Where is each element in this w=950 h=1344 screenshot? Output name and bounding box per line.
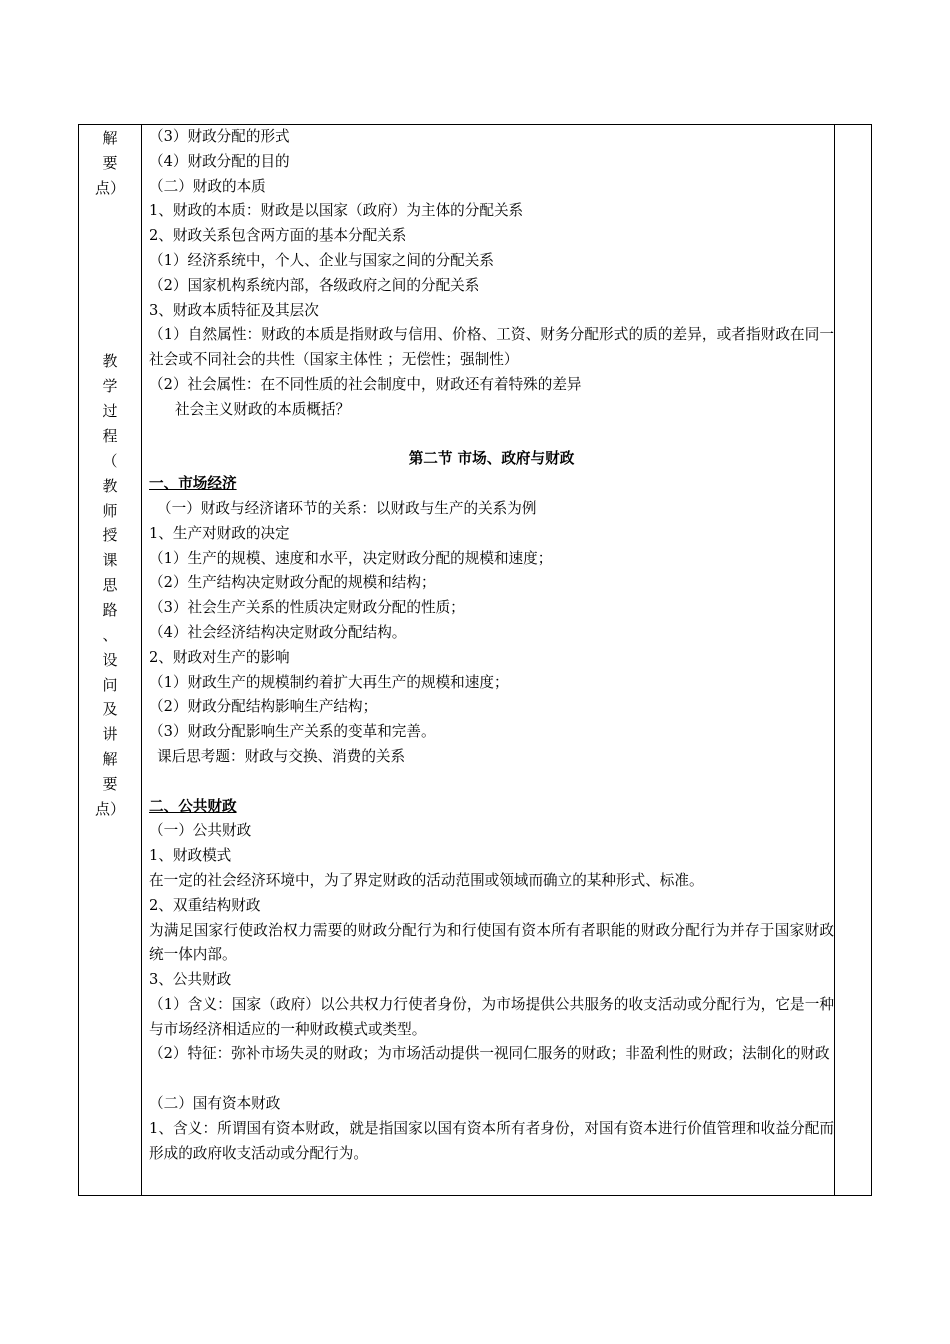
content-line: 社会主义财政的本质概括？ — [175, 400, 351, 418]
section-title: 第二节 市场、政府与财政 — [408, 450, 575, 468]
side-label-char: 教 — [102, 477, 118, 495]
side-label-char: 解 — [102, 129, 118, 147]
content-paragraph: （1）含义：国家（政府）以公共权力行使者身份，为市场提供公共服务的收支活动或分配行为，它是一种与市场经济相适应的一种财政模式或类型。 — [149, 995, 834, 1038]
content-line: 1、财政模式 — [149, 847, 232, 865]
content-line: 3、公共财政 — [149, 971, 232, 989]
content-line: （一）财政与经济诸环节的关系：以财政与生产的关系为例 — [157, 499, 537, 517]
content-line: （3）财政分配的形式 — [149, 128, 290, 145]
side-label-char: 师 — [102, 502, 118, 520]
content-line: （4）社会经济结构决定财政分配结构。 — [149, 623, 407, 641]
blank-line — [149, 423, 834, 448]
content-line: （2）生产结构决定财政分配的规模和结构； — [149, 574, 436, 592]
blank-line — [149, 770, 834, 795]
content-line: 2、财政关系包含两方面的基本分配关系 — [149, 227, 407, 245]
side-label-char: 路 — [102, 601, 118, 619]
side-label-char: 程 — [102, 427, 118, 445]
content-line: （4）财政分配的目的 — [149, 152, 290, 170]
content-paragraph: （1）自然属性：财政的本质是指财政与信用、价格、工资、财务分配形式的质的差异，或者指财政在同一社会或不同社会的共性（国家主体性 ；无偿性；强制性） — [149, 326, 834, 369]
content-line: （二）国有资本财政 — [149, 1095, 281, 1113]
content-line: （1）财政生产的规模制约着扩大再生产的规模和速度； — [149, 673, 509, 691]
side-label-char: 、 — [102, 626, 118, 644]
content-line: 在一定的社会经济环境中，为了界定财政的活动范围或领域而确立的某种形式、标准。 — [149, 871, 704, 889]
section-heading: 二、公共财政 — [149, 797, 237, 815]
content-line: （3）社会生产关系的性质决定财政分配的性质； — [149, 599, 465, 617]
side-label-char: 过 — [102, 402, 118, 420]
content-line: （2）社会属性：在不同性质的社会制度中，财政还有着特殊的差异 — [149, 375, 582, 393]
content-paragraph: （2）特征：弥补市场失灵的财政；为市场活动提供一视同仁服务的财政；非盈利性的财政；法制化的财政 — [149, 1045, 830, 1063]
content-line: 1、生产对财政的决定 — [149, 524, 290, 542]
right-column-divider — [834, 125, 835, 1195]
side-label-char: 设 — [102, 651, 118, 669]
side-label-char: 学 — [102, 377, 118, 395]
content-line: （3）财政分配影响生产关系的变革和完善。 — [149, 723, 436, 741]
content-paragraph: 1、含义：所谓国有资本财政，就是指国家以国有资本所有者身份，对国有资本进行价值管理和收益分配而形成的政府收支活动或分配行为。 — [149, 1119, 834, 1162]
side-label-char: 讲 — [102, 725, 118, 743]
side-label-char: 问 — [102, 676, 118, 694]
side-label-char: 要 — [102, 775, 118, 793]
side-label-char: 要 — [102, 154, 118, 172]
content-line: 2、财政对生产的影响 — [149, 648, 290, 666]
side-label-char: 思 — [102, 576, 118, 594]
content-line: （2）国家机构系统内部，各级政府之间的分配关系 — [149, 276, 480, 294]
side-label-char: 授 — [102, 526, 118, 544]
side-label-char: 课 — [102, 551, 118, 569]
content-line: （二）财政的本质 — [149, 177, 266, 195]
side-label-char: 点） — [94, 800, 125, 818]
content-line: （1）生产的规模、速度和水平，决定财政分配的规模和速度； — [149, 549, 553, 567]
content-line: 1、财政的本质：财政是以国家（政府）为主体的分配关系 — [149, 202, 524, 220]
content-paragraph: 为满足国家行使政治权力需要的财政分配行为和行使国有资本所有者职能的财政分配行为并存于国家财政统一体内部。 — [149, 921, 834, 964]
side-label-column — [79, 125, 141, 1195]
content-line: （2）财政分配结构影响生产结构； — [149, 698, 378, 716]
content-line: 3、财政本质特征及其层次 — [149, 301, 319, 319]
content-line: （1）经济系统中，个人、企业与国家之间的分配关系 — [149, 251, 494, 269]
side-label-char: 教 — [102, 352, 118, 370]
side-label-char: 点） — [94, 179, 125, 197]
content-line: 2、双重结构财政 — [149, 896, 261, 914]
lesson-plan-table — [78, 124, 872, 1196]
side-label-char: （ — [102, 452, 118, 470]
side-label-char: 解 — [102, 750, 118, 768]
content-line: （一）公共财政 — [149, 822, 252, 840]
section-heading: 一、市场经济 — [149, 475, 237, 493]
content-line: 课后思考题：财政与交换、消费的关系 — [157, 747, 406, 765]
left-column-divider — [141, 125, 142, 1195]
lesson-content — [149, 125, 834, 1166]
side-label-char: 及 — [102, 700, 118, 718]
